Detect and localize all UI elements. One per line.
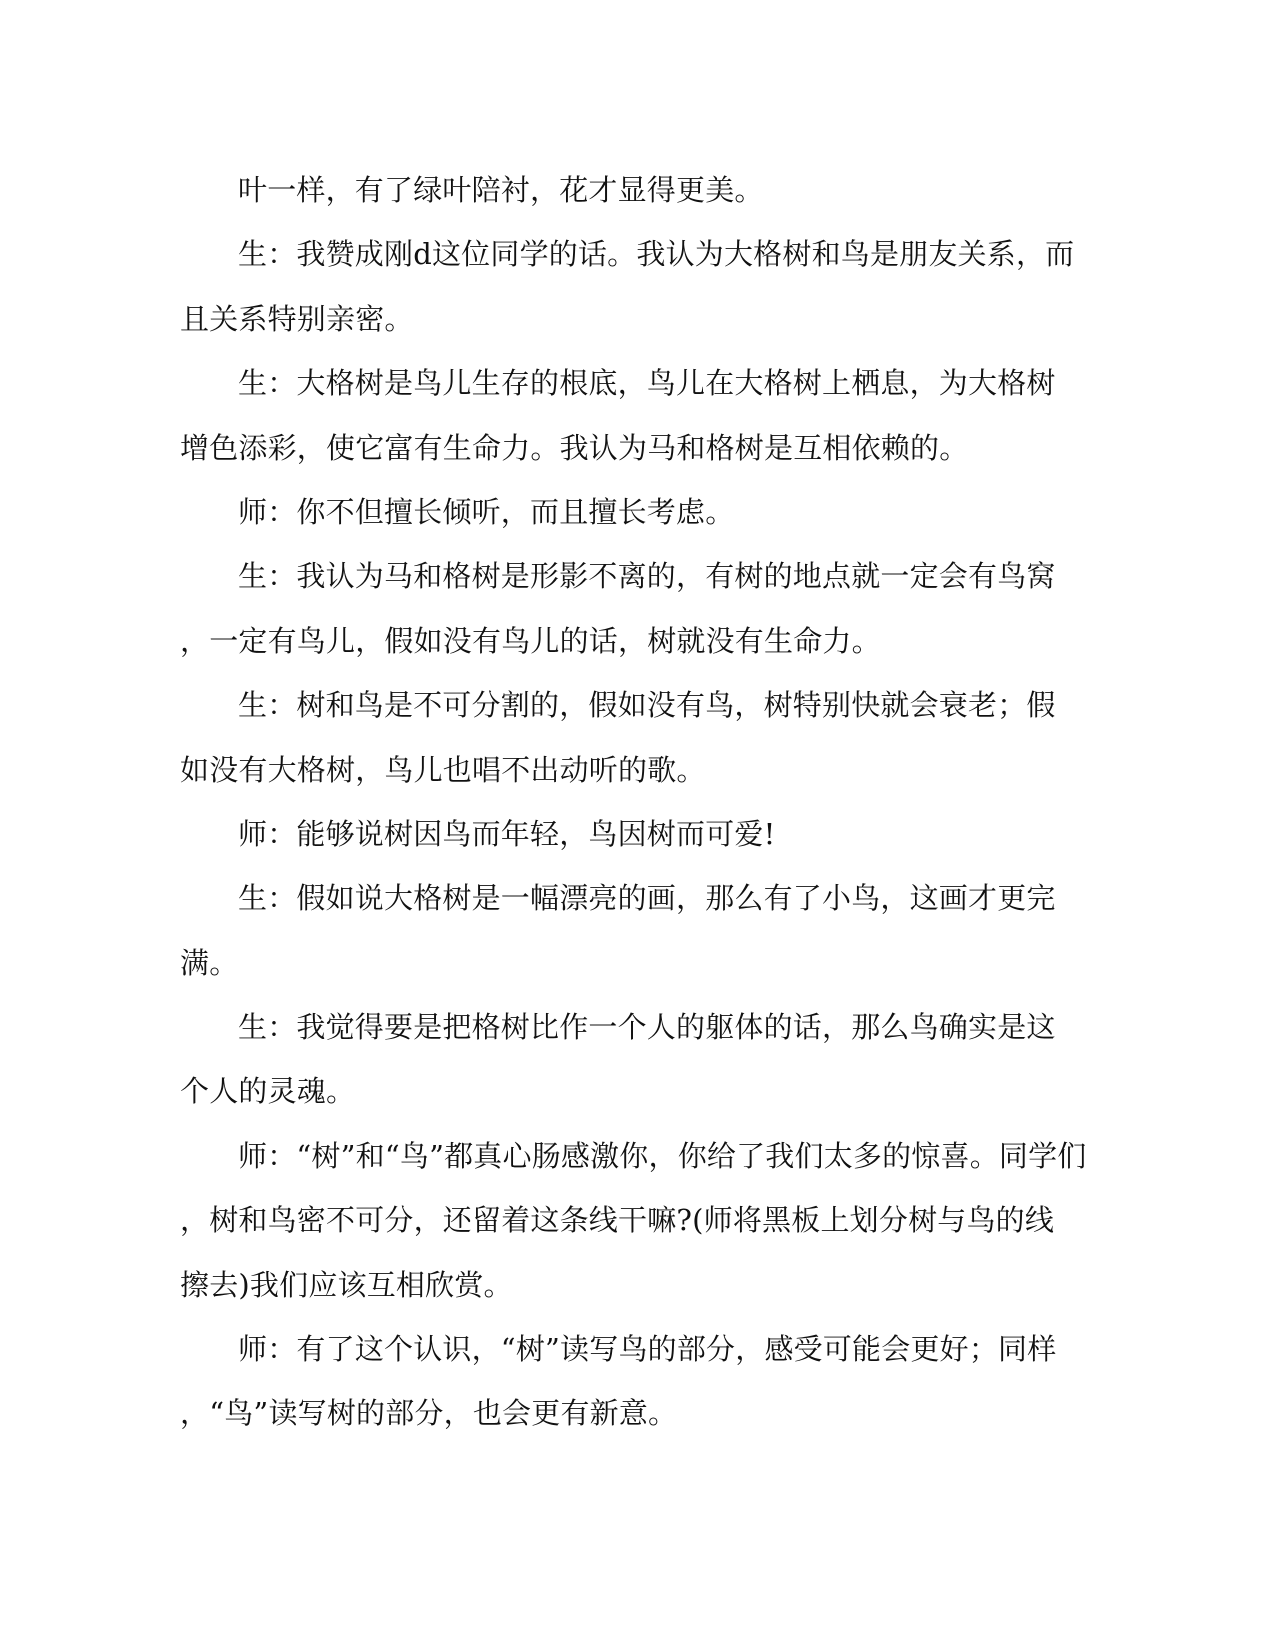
text-line: 师：有了这个认识，“树”读写鸟的部分，感受可能会更好；同样 <box>238 1332 1057 1367</box>
text-line: 师：你不但擅长倾听，而且擅长考虑。 <box>238 494 735 529</box>
text-line: 生：假如说大格树是一幅漂亮的画，那么有了小鸟，这画才更完 <box>238 881 1056 916</box>
text-line: 生：树和鸟是不可分割的，假如没有鸟，树特别快就会衰老；假 <box>238 688 1056 723</box>
text-line: ，“鸟”读写树的部分，也会更有新意。 <box>180 1396 678 1431</box>
text-line: 生：我认为马和格树是形影不离的，有树的地点就一定会有鸟窝 <box>238 559 1056 594</box>
text-line: 叶一样，有了绿叶陪衬，花才显得更美。 <box>238 173 764 207</box>
text-line: ，一定有鸟儿，假如没有鸟儿的话，树就没有生命力。 <box>180 623 881 658</box>
text-line: 如没有大格树，鸟儿也唱不出动听的歌。 <box>180 752 706 787</box>
text-line: 生：我赞成刚d这位同学的话。我认为大格树和鸟是朋友关系，而 <box>238 237 1075 272</box>
text-line: 师：“树”和“鸟”都真心肠感激你，你给了我们太多的惊喜。同学们 <box>238 1138 1087 1173</box>
text-line: 个人的灵魂。 <box>180 1074 356 1109</box>
text-line: 增色添彩，使它富有生命力。我认为马和格树是互相依赖的。 <box>180 430 969 465</box>
text-line: 满。 <box>180 945 239 980</box>
text-line: 且关系特别亲密。 <box>180 301 414 336</box>
text-line: 擦去)我们应该互相欣赏。 <box>180 1267 513 1302</box>
text-line: ，树和鸟密不可分，还留着这条线干嘛?(师将黑板上划分树与鸟的线 <box>180 1203 1055 1238</box>
document-body <box>180 158 1087 1446</box>
text-line: 生：大格树是鸟儿生存的根底，鸟儿在大格树上栖息，为大格树 <box>238 366 1056 401</box>
text-line: 生：我觉得要是把格树比作一个人的躯体的话，那么鸟确实是这 <box>238 1010 1056 1045</box>
text-line: 师：能够说树因鸟而年轻，鸟因树而可爱! <box>238 816 776 851</box>
